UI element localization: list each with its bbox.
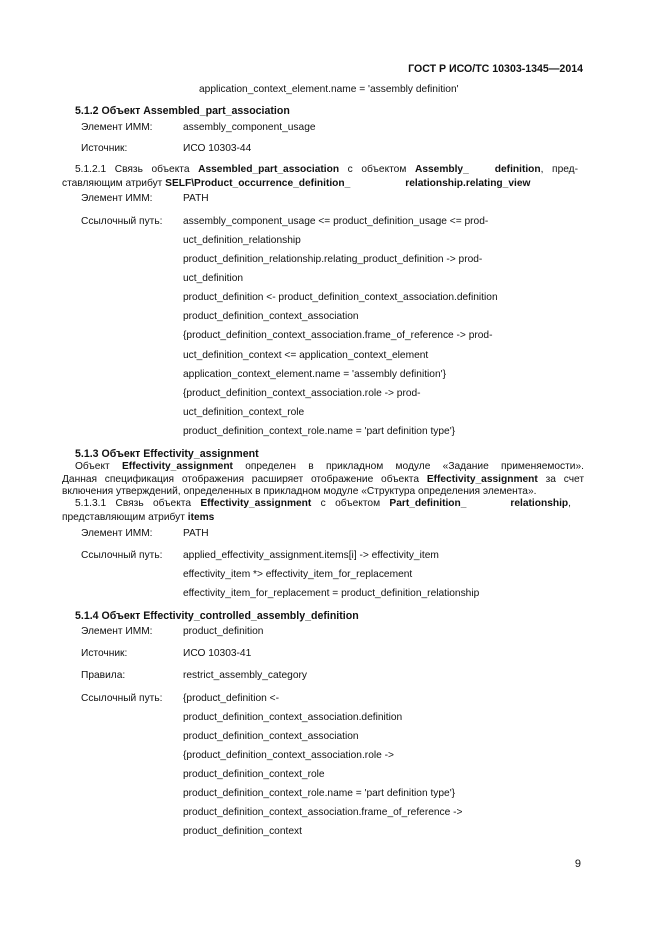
reference-path-label: Ссылочный путь: <box>81 693 163 704</box>
text-run: , пред- <box>540 164 579 175</box>
section-5-1-2-title: 5.1.2 Объект Assembled_part_association <box>75 105 290 117</box>
reference-path-line: product_definition_context <box>183 826 302 837</box>
text-run: ставляющим атрибут <box>62 178 166 189</box>
rules-label: Правила: <box>81 670 126 681</box>
section-5-1-3-line-3: включения утверждений, определенных в прикладном модуле «Структура определения элемента». <box>62 486 537 497</box>
section-5-1-3-title: 5.1.3 Объект Effectivity_assignment <box>75 448 259 460</box>
entity-name: definition <box>494 164 541 175</box>
rules-value: restrict_assembly_category <box>183 670 307 681</box>
reference-path-label: Ссылочный путь: <box>81 550 163 561</box>
text-run: определен в прикладном модуле «Задание применяемости». <box>232 461 584 472</box>
continued-line: application_context_element.name = 'assembly definition' <box>199 84 459 95</box>
section-5-1-2-1-line-1 <box>75 164 578 175</box>
aim-element-label: Элемент ИММ: <box>81 122 153 133</box>
reference-path-line: product_definition_context_association.definition <box>183 712 403 723</box>
text-run: 5.1.3.1 Связь объекта <box>75 498 201 509</box>
reference-path-line: product_definition_relationship.relating_product_definition -> prod- <box>183 254 483 265</box>
text-run: с объектом <box>311 498 390 509</box>
reference-path-line: effectivity_item *> effectivity_item_for_replacement <box>183 569 413 580</box>
reference-path-line: product_definition_context_role.name = 'part definition type'} <box>183 426 456 437</box>
entity-name: Effectivity_assignment <box>426 474 538 485</box>
text-run: представляющим атрибут <box>62 512 188 523</box>
page-number: 9 <box>574 858 581 870</box>
text-run: 5.1.2.1 Связь объекта <box>75 164 199 175</box>
entity-name: Assembly_ <box>414 164 469 175</box>
reference-path-line: {product_definition_context_association.role -> prod- <box>183 388 421 399</box>
reference-path-line: product_definition_context_role.name = 'part definition type'} <box>183 788 456 799</box>
source-value: ИСО 10303-44 <box>183 143 252 154</box>
source-label: Источник: <box>81 143 128 154</box>
text-run: за счет <box>537 474 584 485</box>
aim-element-label: Элемент ИММ: <box>81 193 153 204</box>
attribute-path: SELF\Product_occurrence_definition_ <box>165 178 351 189</box>
entity-name: relationship <box>510 498 569 509</box>
reference-path-line: assembly_component_usage <= product_definition_usage <= prod- <box>183 216 489 227</box>
reference-path-line: uct_definition_context <= application_context_element <box>183 350 429 361</box>
section-5-1-3-line-1 <box>75 461 584 472</box>
reference-path-line: product_definition_context_association.frame_of_reference -> <box>183 807 463 818</box>
document-header: ГОСТ Р ИСО/ТС 10303-1345—2014 <box>408 63 583 75</box>
reference-path-line: uct_definition <box>183 273 244 284</box>
reference-path-line: product_definition <- product_definition_context_association.definition <box>183 292 498 303</box>
aim-element-value: PATH <box>183 528 209 539</box>
reference-path-line: {product_definition_context_association.role -> <box>183 750 394 761</box>
section-5-1-3-1-line-1 <box>75 498 571 509</box>
text-run: , <box>568 498 571 509</box>
reference-path-label: Ссылочный путь: <box>81 216 163 227</box>
text-run: с объектом <box>339 164 415 175</box>
reference-path-line: product_definition_context_role <box>183 769 325 780</box>
aim-element-value: product_definition <box>183 626 264 637</box>
entity-name: Assembled_part_association <box>198 164 340 175</box>
aim-element-value: assembly_component_usage <box>183 122 316 133</box>
text-run: Данная спецификация отображения расширяет отображение объекта <box>62 474 427 485</box>
section-5-1-4-title: 5.1.4 Объект Effectivity_controlled_assembly_definition <box>75 610 359 622</box>
entity-name: Effectivity_assignment <box>200 498 312 509</box>
attribute-name: items <box>187 512 215 523</box>
section-5-1-3-line-2 <box>62 474 584 485</box>
entity-name: Part_definition_ <box>389 498 467 509</box>
aim-element-label: Элемент ИММ: <box>81 528 153 539</box>
text-run: Объект <box>75 461 122 472</box>
entity-name: Effectivity_assignment <box>121 461 233 472</box>
reference-path-line: application_context_element.name = 'assembly definition'} <box>183 369 446 380</box>
reference-path-line: product_definition_context_association <box>183 731 359 742</box>
source-label: Источник: <box>81 648 128 659</box>
attribute-path: relationship.relating_view <box>405 178 531 189</box>
reference-path-line: applied_effectivity_assignment.items[i] -> effectivity_item <box>183 550 439 561</box>
reference-path-line: {product_definition <- <box>183 693 280 704</box>
reference-path-line: uct_definition_context_role <box>183 407 305 418</box>
reference-path-line: {product_definition_context_association.frame_of_reference -> prod- <box>183 330 493 341</box>
section-5-1-3-1-line-2 <box>62 512 214 523</box>
source-value: ИСО 10303-41 <box>183 648 252 659</box>
reference-path-line: effectivity_item_for_replacement = product_definition_relationship <box>183 588 480 599</box>
aim-element-label: Элемент ИММ: <box>81 626 153 637</box>
aim-element-value: PATH <box>183 193 209 204</box>
reference-path-line: product_definition_context_association <box>183 311 359 322</box>
section-5-1-2-1-line-2 <box>62 178 530 189</box>
reference-path-line: uct_definition_relationship <box>183 235 301 246</box>
